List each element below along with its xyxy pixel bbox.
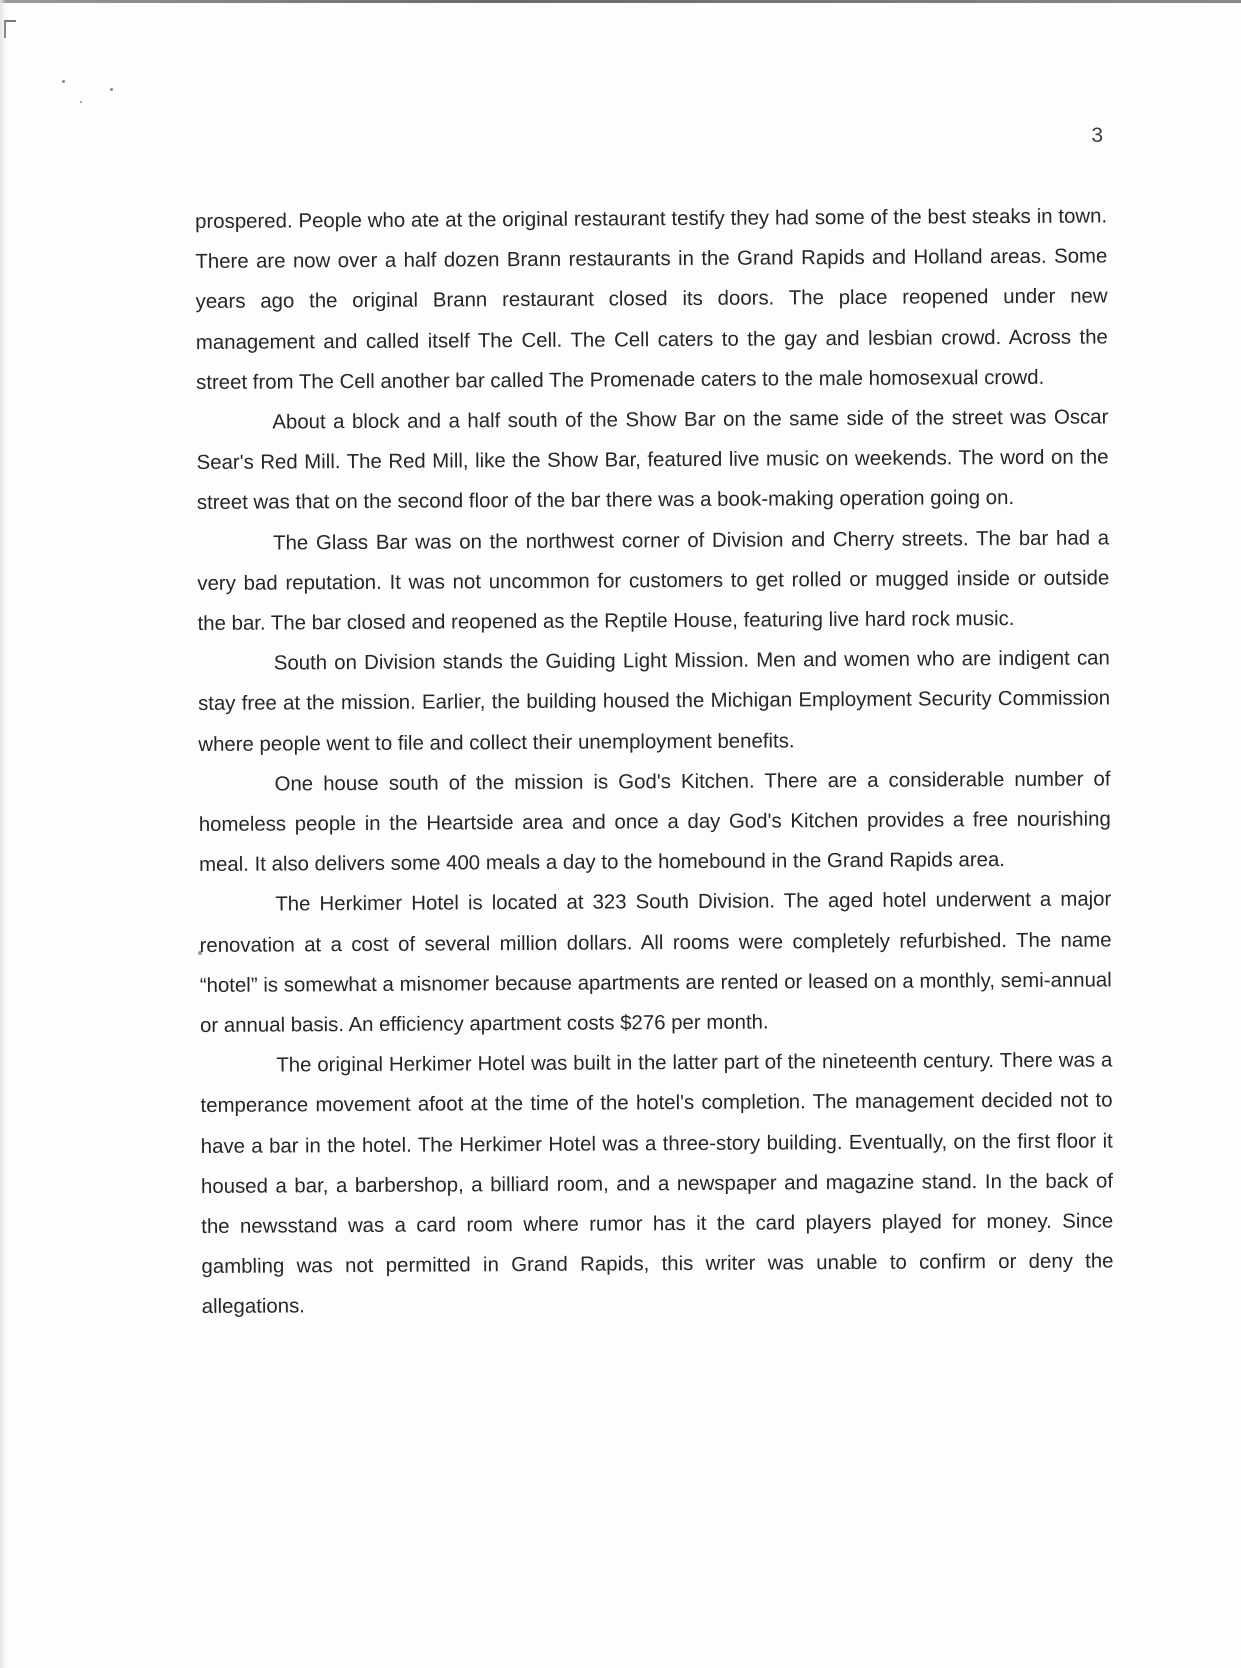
paragraph: One house south of the mission is God's Kitchen. There are a considerable number of homeless people in the Heartside area and once a day God's Kitchen provides a free nourishing meal. It also delivers some 400 meals a day to the homebound in the Grand Rapids area.	[198, 768, 1111, 877]
paragraph: The Herkimer Hotel is located at 323 South Division. The aged hotel underwent a major renovation at a cost of several million dollars. All rooms were completely refurbished. The name “hotel” is somewhat a misnomer because apartments are rented or leased on a monthly, semi-annual or annual basis. An efficiency apartment costs $276 per month.	[199, 888, 1112, 1038]
paragraph: South on Division stands the Guiding Light Mission. Men and women who are indigent can stay free at the mission. Earlier, the building housed the Michigan Employment Security Commission where people went to file and collect their unemployment benefits.	[198, 647, 1111, 756]
body-text	[195, 196, 1114, 1327]
scan-speck	[110, 88, 113, 91]
paragraph: The Glass Bar was on the northwest corner of Division and Cherry streets. The bar had a very bad reputation. It was not uncommon for customers to get rolled or mugged inside or outside the bar. The bar closed and reopened as the Reptile House, featuring live hard rock music.	[197, 527, 1110, 636]
paragraph: The original Herkimer Hotel was built in the latter part of the nineteenth century. There was a temperance movement afoot at the time of the hotel's completion. The management decided not to have a bar in the hotel. The Herkimer Hotel was a three-story building. Eventually, on the first floor it housed a bar, a barbershop, a billiard room, and a newspaper and magazine stand. In the back of the newsstand was a card room where rumor has it the card players played for money. Since gambling was not permitted in Grand Rapids, this writer was unable to confirm or deny the allegations.	[200, 1049, 1114, 1319]
scan-speck	[80, 101, 82, 103]
scan-top-edge	[0, 0, 1241, 3]
paragraph: About a block and a half south of the Show Bar on the same side of the street was Oscar Sear's Red Mill. The Red Mill, like the Show Bar, featured live music on weekends. The word on the street was that on the second floor of the bar there was a book-making operation going on.	[196, 406, 1109, 515]
paragraph: prospered. People who ate at the original restaurant testify they had some of the best steaks in town. There are now over a half dozen Brann restaurants in the Grand Rapids and Holland areas. Some years ago the original Brann restaurant closed its doors. The place reopened under new management and called itself The Cell. The Cell caters to the gay and lesbian crowd. Across the street from The Cell another bar called The Promenade caters to the male homosexual crowd.	[195, 205, 1108, 394]
scan-speck	[62, 80, 65, 83]
scan-corner-mark-vertical	[4, 20, 6, 38]
page-number: 3	[1091, 124, 1103, 147]
scan-left-edge	[0, 0, 6, 1668]
